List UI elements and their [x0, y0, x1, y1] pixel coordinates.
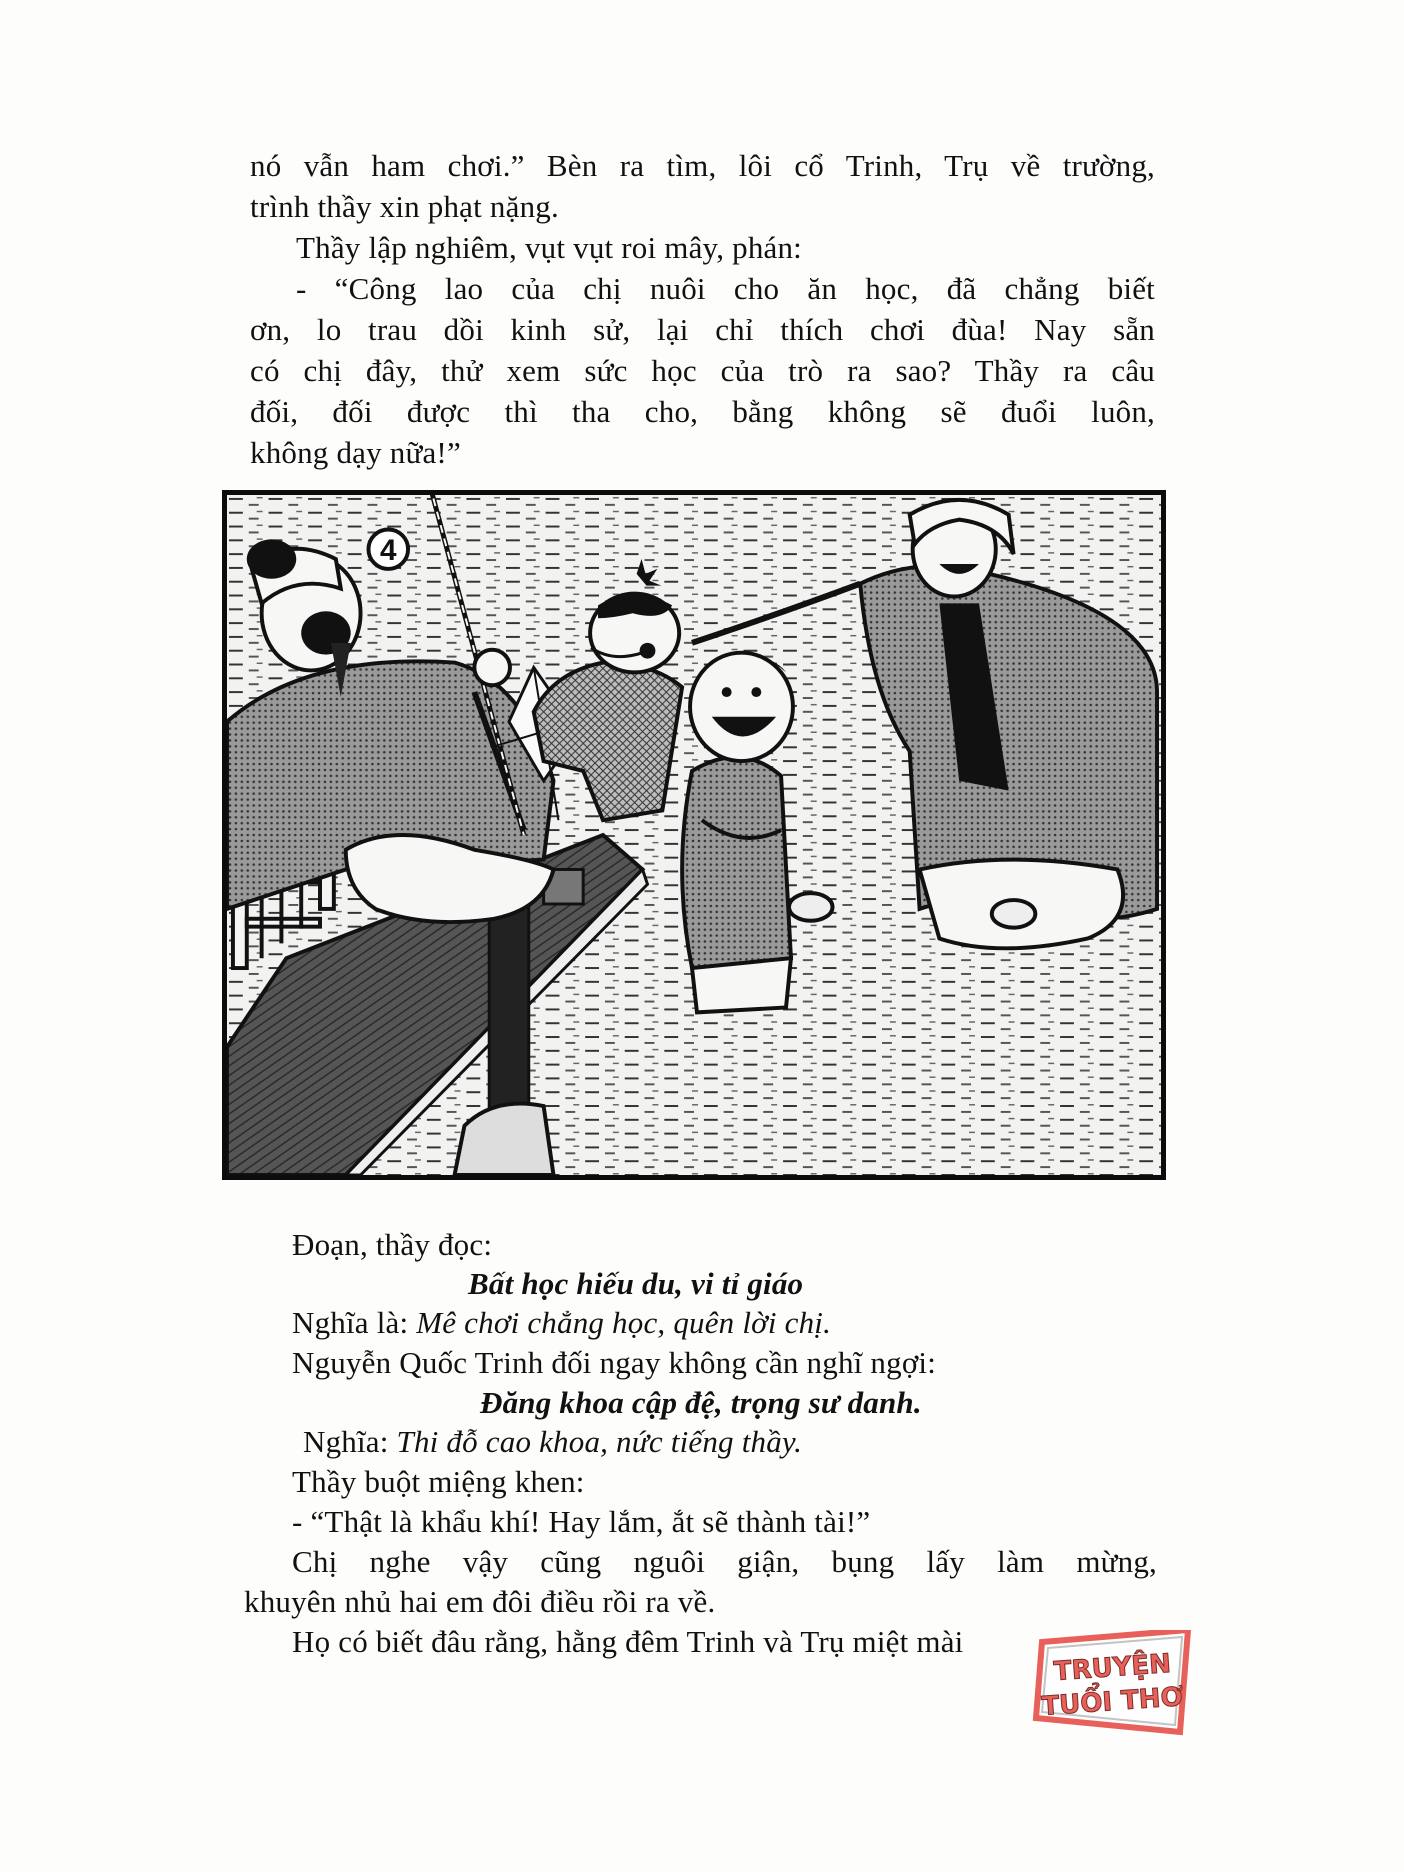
panel-number-badge — [368, 529, 408, 568]
text-line: Chị nghe vậy cũng nguôi giận, bụng lấy làm mừng, — [292, 1544, 1157, 1579]
meaning-text: Thi đỗ cao khoa, nức tiếng thầy. — [396, 1424, 803, 1459]
text-line: - “Công lao của chị nuôi cho ăn học, đã chẳng biết — [296, 271, 1155, 306]
meaning-label: Nghĩa: — [303, 1424, 397, 1459]
text-line: Nguyễn Quốc Trinh đối ngay không cần nghĩ ngợi: — [292, 1345, 937, 1380]
text-line: Thầy lập nghiêm, vụt vụt roi mây, phán: — [296, 230, 802, 265]
text-line: không dạy nữa!” — [250, 435, 461, 470]
text-line: ơn, lo trau dồi kinh sử, lại chỉ thích chơi đùa! Nay sẵn — [250, 312, 1155, 347]
text-line — [303, 1422, 802, 1462]
text-line: Đoạn, thầy đọc: — [292, 1227, 493, 1262]
stamp-text-line2: TUỔI THƠ — [1040, 1682, 1185, 1722]
meaning-label: Nghĩa là: — [292, 1305, 417, 1340]
text-line: khuyên nhủ hai em đôi điều rồi ra về. — [244, 1584, 716, 1619]
text-line: đối, đối được thì tha cho, bằng không sẽ đuổi luôn, — [250, 394, 1155, 429]
stamp-icon — [1028, 1630, 1198, 1740]
text-line: có chị đây, thử xem sức học của trò ra sao? Thầy ra câu — [250, 353, 1155, 388]
text-line: Thầy buột miệng khen: — [292, 1464, 585, 1499]
stamp-text-line1: TRUYỆN — [1052, 1648, 1172, 1688]
verse-line: Bất học hiếu du, vi tỉ giáo — [468, 1266, 804, 1301]
text-line: trình thầy xin phạt nặng. — [250, 189, 559, 224]
text-line — [292, 1303, 831, 1343]
text-line: Họ có biết đâu rằng, hằng đêm Trinh và Trụ miệt mài — [292, 1624, 964, 1659]
verse-line: Đăng khoa cập đệ, trọng sư danh. — [480, 1385, 922, 1420]
text-line: nó vẫn ham chơi.” Bèn ra tìm, lôi cổ Trinh, Trụ về trường, — [250, 148, 1155, 183]
comic-panel — [222, 490, 1166, 1180]
panel-number: 4 — [380, 534, 397, 568]
grinning-boy — [682, 653, 793, 1013]
comic-illustration — [227, 495, 1161, 1175]
text-line: - “Thật là khẩu khí! Hay lắm, ắt sẽ thành tài!” — [292, 1504, 871, 1539]
meaning-text: Mê chơi chẳng học, quên lời chị. — [416, 1305, 832, 1340]
publisher-watermark-stamp — [1028, 1630, 1198, 1740]
